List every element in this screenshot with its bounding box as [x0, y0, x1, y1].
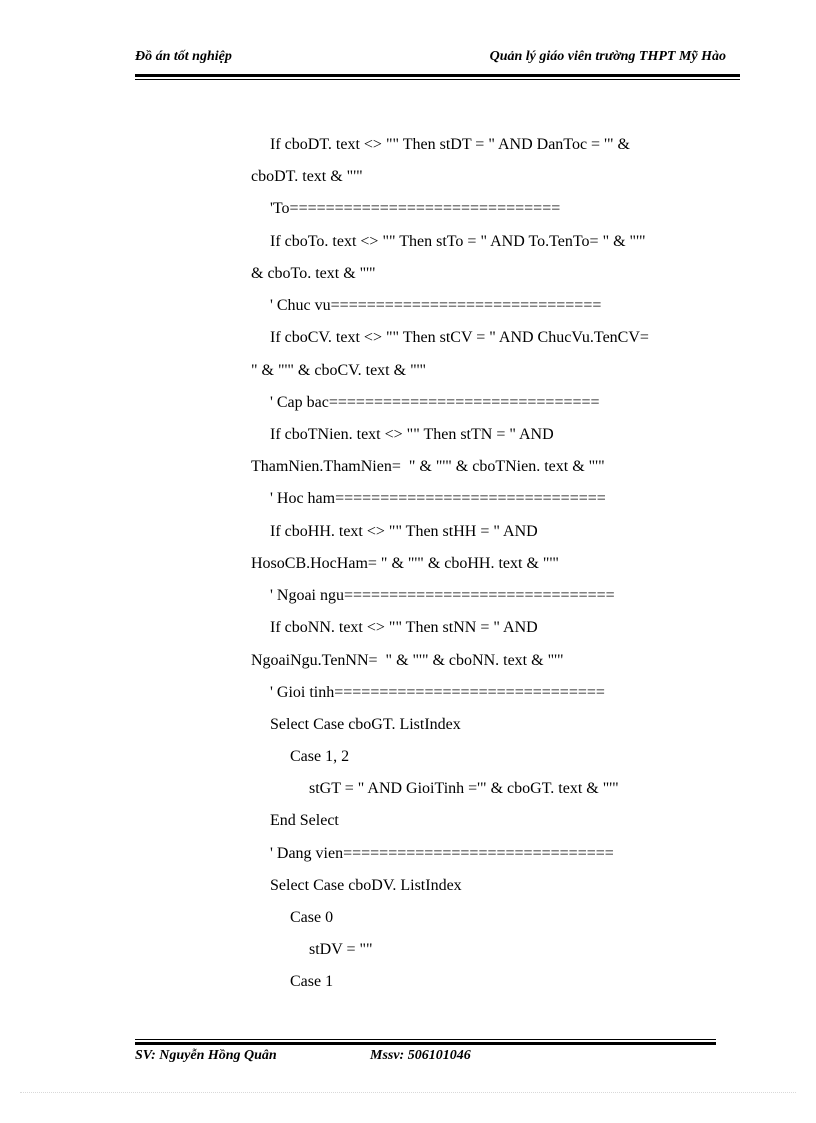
code-line: If cboHH. text <> "" Then stHH = " AND	[270, 523, 538, 540]
code-line: If cboTo. text <> "" Then stTo = " AND To.TenTo= " & "'"	[270, 233, 646, 250]
code-line: NgoaiNgu.TenNN= " & "'" & cboNN. text & "'"	[251, 652, 564, 669]
code-line: If cboTNien. text <> "" Then stTN = " AND	[270, 426, 554, 443]
code-line: Select Case cboGT. ListIndex	[270, 716, 461, 733]
footer-rule-thick	[135, 1042, 716, 1045]
footer-student-name: SV: Nguyễn Hồng Quân	[135, 1048, 277, 1063]
code-line: If cboDT. text <> "" Then stDT = " AND DanToc = '" &	[270, 136, 630, 153]
code-line: 'To==============================	[270, 200, 561, 217]
code-line: & cboTo. text & "'"	[251, 265, 376, 282]
page-edge-divider	[20, 1092, 796, 1093]
footer-rule-thin	[135, 1039, 716, 1040]
code-line: ' Ngoai ngu==============================	[270, 587, 615, 604]
code-line: ' Gioi tinh==============================	[270, 684, 605, 701]
code-line: ' Hoc ham==============================	[270, 490, 606, 507]
footer-student-id: Mssv: 506101046	[370, 1048, 471, 1063]
code-line: stGT = " AND GioiTinh ='" & cboGT. text & "'"	[309, 780, 619, 797]
header-title-right: Quản lý giáo viên trường THPT Mỹ Hào	[489, 49, 726, 64]
code-line: Case 1, 2	[290, 748, 350, 765]
code-line: HosoCB.HocHam= " & "'" & cboHH. text & "'"	[251, 555, 559, 572]
code-line: If cboNN. text <> "" Then stNN = " AND	[270, 619, 538, 636]
code-line: Case 1	[290, 973, 334, 990]
code-line: If cboCV. text <> "" Then stCV = " AND ChucVu.TenCV=	[270, 329, 649, 346]
code-line: Case 0	[290, 909, 334, 926]
code-line: ThamNien.ThamNien= " & "'" & cboTNien. text & "'"	[251, 458, 605, 475]
code-line: cboDT. text & "'"	[251, 168, 363, 185]
code-line: stDV = ""	[309, 941, 373, 958]
code-line: ' Cap bac==============================	[270, 394, 600, 411]
code-line: " & "'" & cboCV. text & "'"	[251, 362, 427, 379]
code-line: ' Chuc vu==============================	[270, 297, 602, 314]
header-title-left: Đồ án tốt nghiệp	[135, 49, 232, 64]
code-line: Select Case cboDV. ListIndex	[270, 877, 462, 894]
code-line: End Select	[270, 812, 339, 829]
code-line: ' Dang vien==============================	[270, 845, 614, 862]
